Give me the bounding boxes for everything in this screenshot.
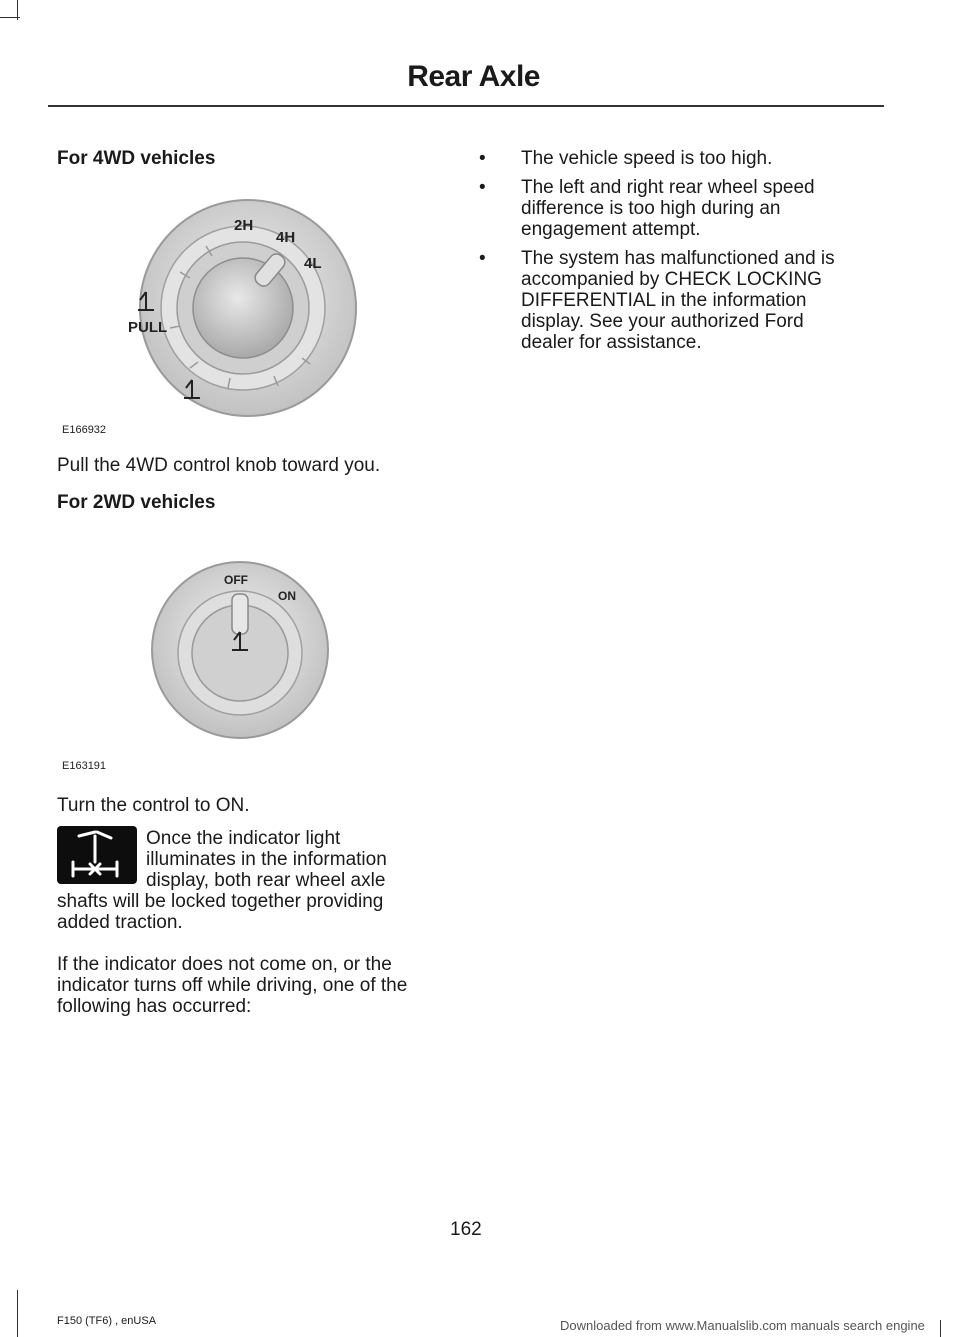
bullet-speed: • The vehicle speed is too high. <box>479 148 773 169</box>
para-turn: Turn the control to ON. <box>57 795 250 816</box>
para-if-line-3: following has occurred: <box>57 996 252 1017</box>
bullet-wheel-speed: • The left and right rear wheel speed difference is too high during an engagement attempt. <box>479 177 815 240</box>
para-if-line-1: If the indicator does not come on, or the <box>57 954 392 975</box>
label-4h: 4H <box>276 229 296 246</box>
doc-id: F150 (TF6) , enUSA <box>57 1315 157 1327</box>
heading-4wd: For 4WD vehicles <box>57 148 216 169</box>
indicator-line-3: display, both rear wheel axle <box>146 870 386 891</box>
4wd-selector-knob-icon <box>128 188 368 418</box>
label-4l: 4L <box>304 255 322 272</box>
watermark: Downloaded from www.Manualslib.com manuals search engine <box>560 1318 925 1333</box>
indicator-line-1: Once the indicator light <box>146 828 341 849</box>
label-pull: PULL <box>128 319 168 336</box>
indicator-line-5: added traction. <box>57 912 183 933</box>
para-pull: Pull the 4WD control knob toward you. <box>57 455 381 476</box>
figure-id-1: E166932 <box>62 424 107 436</box>
indicator-line-2: illuminates in the information <box>146 849 387 870</box>
locking-differential-indicator-icon <box>57 826 137 884</box>
label-on: ON <box>278 589 296 603</box>
figure-id-2: E163191 <box>62 760 107 772</box>
crop-mark-tl-h <box>0 17 20 18</box>
header-rule <box>48 105 884 107</box>
indicator-line-4: shafts will be locked together providing <box>57 891 384 912</box>
right-bullet-list <box>479 148 899 361</box>
heading-2wd: For 2WD vehicles <box>57 492 216 513</box>
page-number: 162 <box>450 1219 482 1240</box>
locking-differential-knob-icon <box>148 558 333 743</box>
page-title: Rear Axle <box>407 60 540 93</box>
crop-mark-br-v <box>940 1320 941 1337</box>
para-if-line-2: indicator turns off while driving, one of the <box>57 975 408 996</box>
label-off: OFF <box>224 573 248 587</box>
bullet-malfunction: • The system has malfunctioned and is accompanied by CHECK LOCKING DIFFERENTIAL in the information display. See your authorized Ford dealer for assistance. <box>479 248 835 353</box>
crop-mark-bl-v <box>17 1290 18 1337</box>
label-2h: 2H <box>234 217 254 234</box>
